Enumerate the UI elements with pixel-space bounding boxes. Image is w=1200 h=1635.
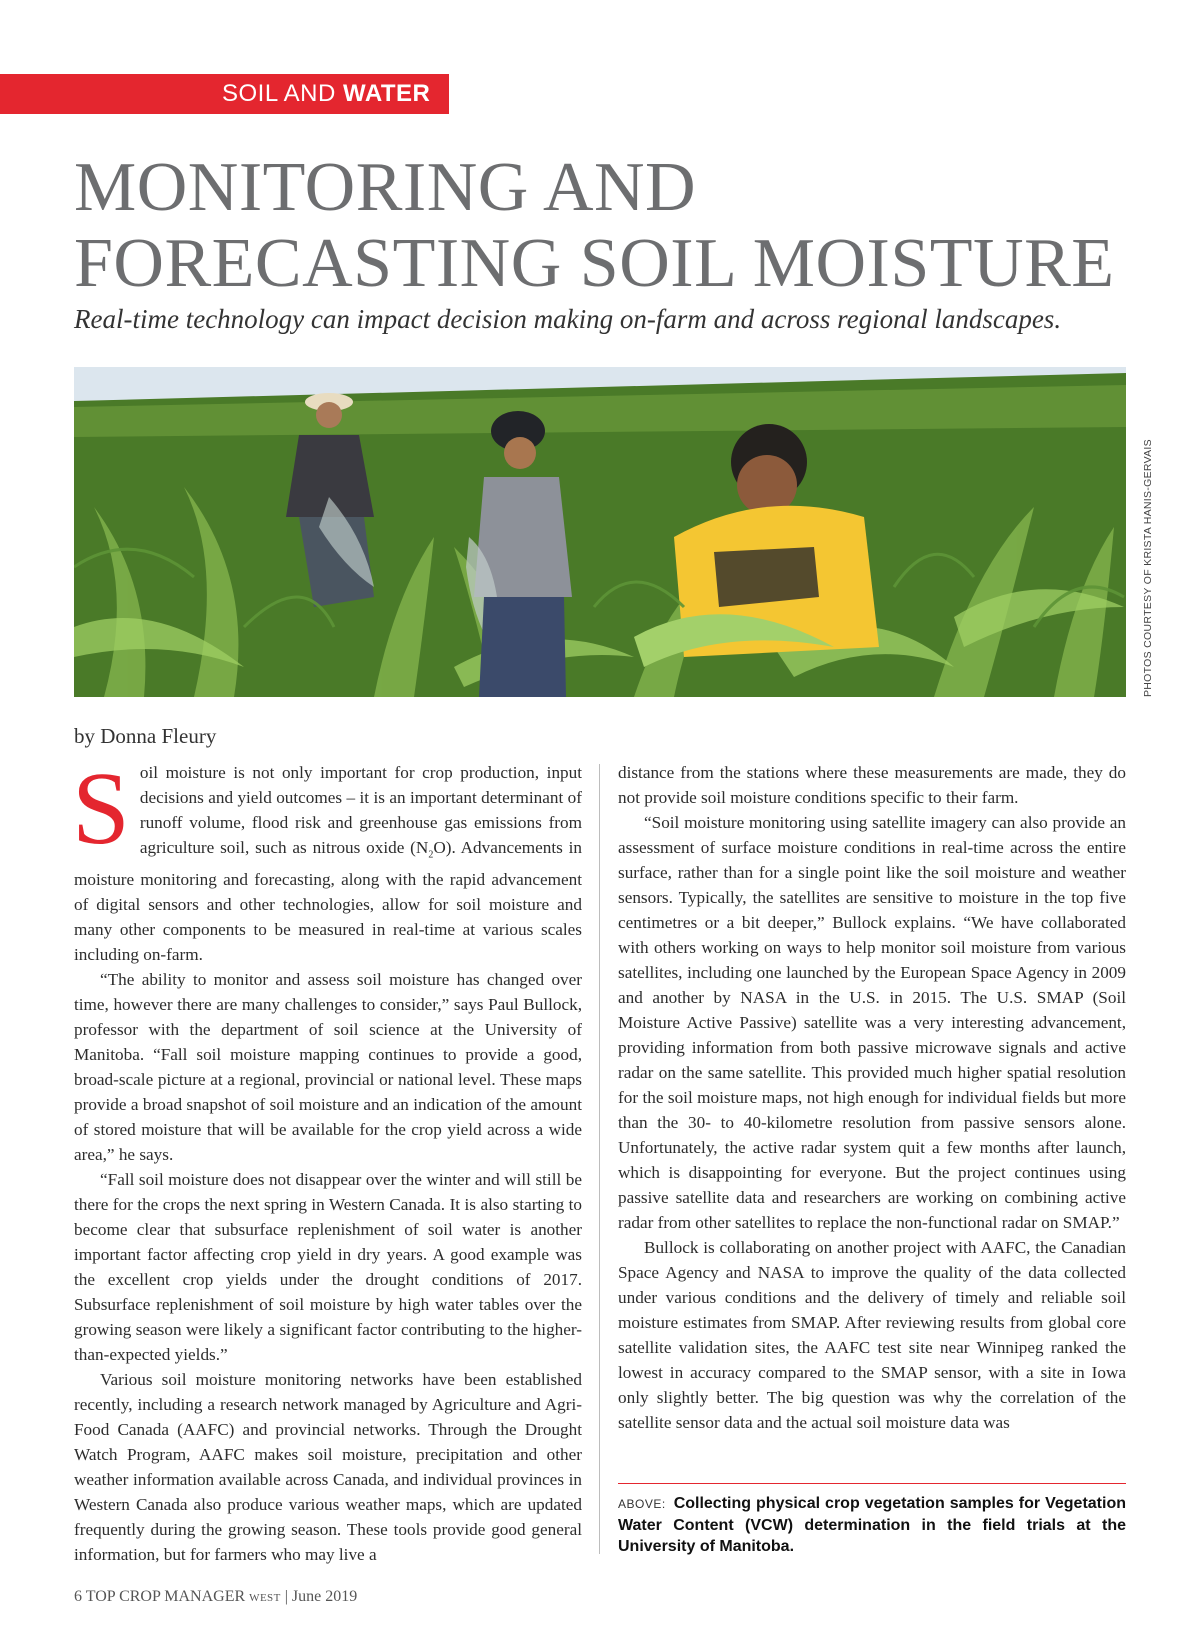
- article-paragraph-5: distance from the stations where these measurements are made, they do not provide soil moisture conditions specific to their farm.: [618, 763, 1126, 807]
- caption-rule: [618, 1483, 1126, 1484]
- section-label-light: SOIL AND: [222, 80, 336, 107]
- article-paragraph-6: “Soil moisture monitoring using satellite imagery can also provide an assessment of surface moisture conditions in real-time across the entire surface, rather than for a single point like the soil moisture and weather sensors. Typically, the satellites are sensitive to moisture in the top five centimetres or a bit deeper,” Bullock explains. “We have collaborated with others working on ways to help monitor soil moisture from various satellites, including one launched by the European Space Agency in 2009 and another by NASA in the U.S. in 2015. The U.S. SMAP (Soil Moisture Active Passive) satellite was a very interesting advancement, providing information from both passive microwave signals and active radar on the same satellite. This provided much higher spatial resolution for the soil moisture maps, not high enough for individual fields but more than the 30- to 40-kilometre resolution from passive sensors alone. Unfortunately, the active radar system quit a few months after launch, which is disappointing for everyone. But the project continues using passive satellite data and researchers are working on combining active radar from other satellites to replace the non-functional radar on SMAP.”: [618, 813, 1126, 1232]
- headline-line-1: MONITORING AND: [74, 149, 697, 226]
- article-column-right: [618, 760, 1126, 1435]
- caption-text: Collecting physical crop vegetation samples for Vegetation Water Content (VCW) determination in the field trials at the University of Manitoba.: [618, 1495, 1126, 1555]
- cornfield-illustration: [74, 367, 1126, 697]
- headline-line-2: FORECASTING SOIL MOISTURE: [74, 225, 1115, 302]
- section-label-bold: WATER: [343, 80, 431, 107]
- article-column-left: [72, 751, 582, 1565]
- article-paragraph-4: Various soil moisture monitoring networks have been established recently, including a research network managed by Agriculture and Agri-Food Canada (AAFC) and provincial networks. Through the Drought Watch Program, AAFC makes soil moisture, precipitation and other weather information available across Canada, and individual provinces in Western Canada also produce various weather maps, which are updated frequently during the growing season. These tools provide good general information, but for farmers who may live a: [74, 1370, 582, 1565]
- drop-cap: S: [72, 751, 130, 866]
- paragraph-1-text-a: oil moisture is not only important for crop production, input decisions and yield outcomes – it is an important determinant of runoff volume, flood risk and greenhouse gas emissions from agriculture soil, such as nitrous oxide (N: [139, 763, 582, 857]
- article-paragraph-7: Bullock is collaborating on another project with AAFC, the Canadian Space Agency and NASA to improve the quality of the data collected under various conditions and the delivery of timely and reliable soil moisture estimates from SMAP. After reviewing results from global core satellite validation sites, the AAFC test site near Winnipeg ranked the lowest in accuracy compared to the SMAP sensor, with a site in Iowa only slightly better. The big question was why the correlation of the satellite sensor data and the actual soil moisture data was: [618, 1238, 1126, 1432]
- caption-label: ABOVE:: [618, 1497, 666, 1511]
- page-number: 6: [74, 1588, 82, 1605]
- page-footer: [74, 1588, 357, 1606]
- issue-date: June 2019: [291, 1588, 358, 1605]
- byline: by Donna Fleury: [74, 724, 217, 748]
- subscript-2: 2: [428, 849, 434, 861]
- magazine-edition: WEST: [249, 1592, 281, 1604]
- column-divider: [599, 764, 600, 1554]
- section-label: [0, 74, 449, 114]
- article-headline: [74, 150, 1174, 302]
- photo-credit: PHOTOS COURTESY OF KRISTA HANIS-GERVAIS: [1142, 439, 1154, 697]
- magazine-name: TOP CROP MANAGER: [85, 1588, 246, 1605]
- article-deck: Real-time technology can impact decision making on-farm and across regional landscapes.: [74, 304, 1062, 334]
- photo-caption: [618, 1493, 1126, 1557]
- lead-photo: [74, 367, 1126, 697]
- footer-separator: |: [284, 1588, 288, 1605]
- article-paragraph-2: “The ability to monitor and assess soil moisture has changed over time, however there are many challenges to consider,” says Paul Bullock, professor with the department of soil science at the University of Manitoba. “Fall soil moisture mapping continues to provide a good, broad-scale picture at a regional, provincial or national level. These maps provide a broad snapshot of soil moisture and an indication of the amount of stored moisture that will be available for the crop yield across a wide area,” he says.: [74, 970, 582, 1165]
- article-paragraph-3: “Fall soil moisture does not disappear over the winter and will still be there for the crops the next spring in Western Canada. It is also starting to become clear that subsurface replenishment of soil water is another important factor affecting crop yield in dry years. A good example was the excellent crop yields under the drought conditions of 2017. Subsurface replenishment of soil moisture by high water tables over the growing season were likely a significant factor contributing to the higher-than-expected yields.”: [74, 1170, 582, 1365]
- article-paragraph-1: [72, 751, 582, 967]
- paragraph-1-text-b: O). Advancements in moisture monitoring and forecasting, along with the rapid advancement of digital sensors and other technologies, allow for soil moisture and many other components to be measured in real-time at various scales including on-farm.: [74, 838, 582, 965]
